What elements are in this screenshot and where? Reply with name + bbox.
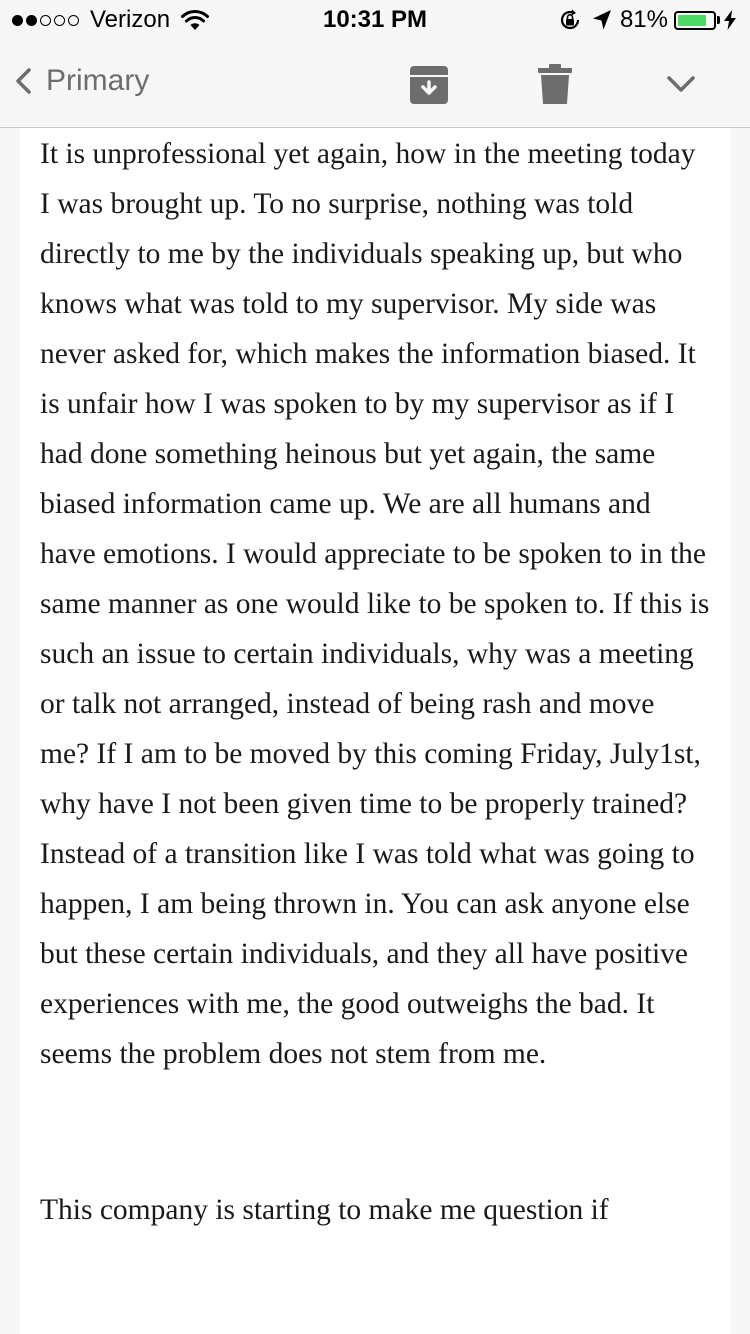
archive-icon[interactable]	[410, 66, 448, 104]
message-body	[20, 128, 730, 1334]
message-paragraph: This company is starting to make me question if	[40, 1194, 609, 1226]
battery-fill	[678, 15, 706, 26]
message-paragraph: It is unprofessional yet again, how in the meeting today I was brought up. To no surprise, nothing was told directly to me by the individuals speaking up, but who knows what was told to my supervisor. My side was never asked for, which makes the information biased. It is unfair how I was spoken to by my supervisor as if I had done something heinous but yet again, the same biased information came up. We are all humans and have emotions. I would appreciate to be spoken to in the same manner as one would like to be spoken to. If this is such an issue to certain individuals, why was a meeting or talk not arranged, instead of being rash and move me? If I am to be moved by this coming Friday, July1st, why have I not been given time to be properly trained? Instead of a transition like I was told what was going to happen, I am being thrown in. You can ask anyone else but these certain individuals, and they all have positive experiences with me, the good outweighs the bad. It seems the problem does not stem from me.	[40, 138, 710, 1070]
orientation-lock-icon	[558, 8, 582, 32]
battery-percent: 81%	[619, 6, 668, 33]
message-text	[40, 128, 710, 1235]
trash-icon[interactable]	[538, 64, 572, 104]
chevron-down-icon[interactable]	[666, 74, 696, 94]
back-button-label: Primary	[46, 64, 150, 97]
navigation-bar	[0, 40, 750, 128]
location-arrow-icon	[592, 9, 612, 31]
carrier-name: Verizon	[90, 6, 171, 33]
status-time: 10:31 PM	[322, 6, 428, 33]
battery-icon	[674, 11, 716, 30]
battery-tip	[717, 16, 720, 24]
status-right	[558, 6, 736, 34]
charging-bolt-icon	[724, 10, 736, 30]
status-bar	[0, 0, 750, 40]
chevron-left-icon	[14, 67, 32, 95]
back-button[interactable]	[14, 64, 149, 98]
